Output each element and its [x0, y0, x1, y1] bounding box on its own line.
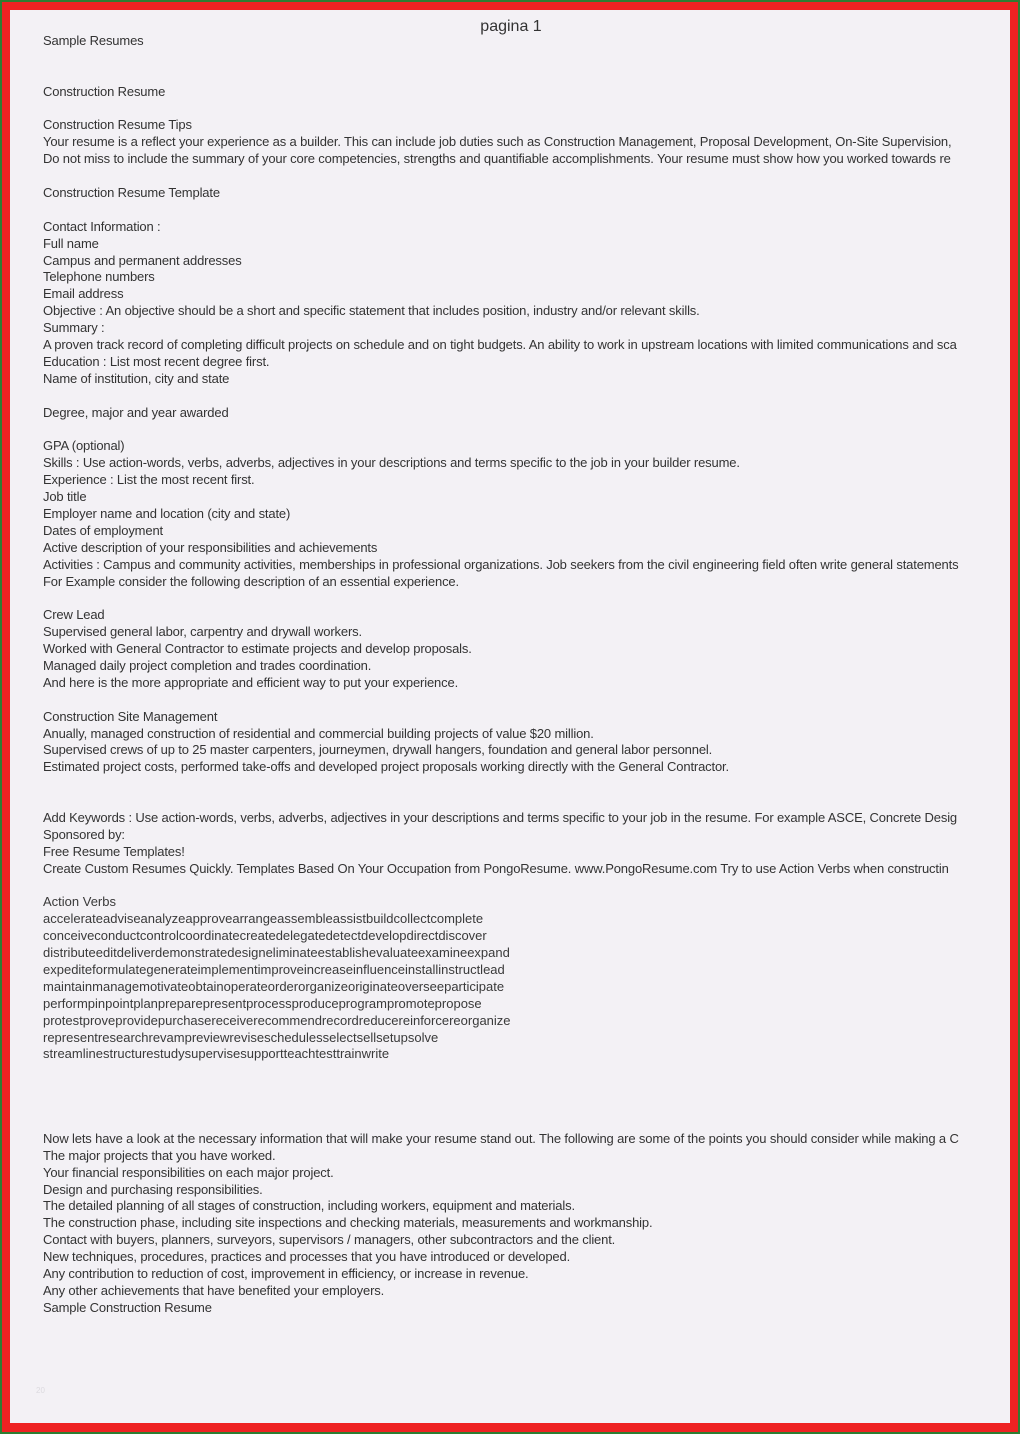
- action-verbs-line: protestproveprovidepurchasereceiverecommendrecordreducereinforcereorganize: [43, 1012, 511, 1028]
- site-management-line: Supervised crews of up to 25 master carpenters, journeymen, drywall hangers, foundation and general labor personnel.: [43, 742, 713, 758]
- template-line: GPA (optional): [43, 438, 125, 454]
- template-line: Dates of employment: [43, 522, 163, 538]
- template-line: Telephone numbers: [43, 269, 155, 285]
- template-line: Skills : Use action-words, verbs, adverbs, adjectives in your descriptions and terms specific to the job in your builder resume.: [43, 455, 740, 471]
- site-management-heading: Construction Site Management: [43, 708, 218, 724]
- stand-out-line: Any contribution to reduction of cost, improvement in efficiency, or increase in revenue.: [43, 1266, 529, 1282]
- crew-lead-line: Managed daily project completion and trades coordination.: [43, 657, 372, 673]
- site-management-line: Estimated project costs, performed take-offs and developed project proposals working directly with the General Contractor.: [43, 759, 729, 775]
- footer-page-mark: 20: [36, 1386, 45, 1395]
- tips-line: Do not miss to include the summary of your core competencies, strengths and quantifiable accomplishments. Your resume must show how you worked towards re: [43, 151, 951, 167]
- sample-resume-line: Sample Construction Resume: [43, 1299, 212, 1315]
- stand-out-line: The construction phase, including site inspections and checking materials, measurements and workmanship.: [43, 1215, 653, 1231]
- stand-out-line: Contact with buyers, planners, surveyors, supervisors / managers, other subcontractors and the client.: [43, 1232, 616, 1248]
- tips-heading: Construction Resume Tips: [43, 117, 192, 133]
- stand-out-line: The detailed planning of all stages of construction, including workers, equipment and materials.: [43, 1198, 575, 1214]
- stand-out-line: New techniques, procedures, practices and processes that you have introduced or developed.: [43, 1249, 571, 1265]
- stand-out-line: The major projects that you have worked.: [43, 1147, 276, 1163]
- template-line: Summary :: [43, 320, 105, 336]
- template-line: Experience : List the most recent first.: [43, 472, 255, 488]
- template-line: Name of institution, city and state: [43, 370, 230, 386]
- sponsored-label: Sponsored by:: [43, 826, 125, 842]
- section-title: Construction Resume: [43, 83, 166, 99]
- action-verbs-line: expediteformulategenerateimplementimproveincreaseinfluenceinstallinstructlead: [43, 961, 505, 977]
- template-line: Active description of your responsibilities and achievements: [43, 539, 378, 555]
- tips-line: Your resume is a reflect your experience as a builder. This can include job duties such as Construction Management, Proposal Development, On-Site Supervision,: [43, 134, 952, 150]
- action-verbs-block: [43, 894, 1010, 1063]
- template-line: Full name: [43, 235, 99, 251]
- stand-out-line: Now lets have a look at the necessary information that will make your resume stand out. The following are some of the points you should consider while making a C: [43, 1130, 959, 1146]
- action-verbs-line: distributeeditdeliverdemonstratedesigneliminateestablishevaluateexamineexpand: [43, 945, 510, 961]
- crew-lead-heading: Crew Lead: [43, 607, 105, 623]
- document-page: [10, 10, 1010, 1423]
- document-body: [43, 33, 1010, 1317]
- site-management-line: Anually, managed construction of residential and commercial building projects of value $20 million.: [43, 725, 594, 741]
- crew-lead-line: Worked with General Contractor to estimate projects and develop proposals.: [43, 641, 472, 657]
- crew-lead-line: Supervised general labor, carpentry and drywall workers.: [43, 624, 362, 640]
- template-line: Job title: [43, 489, 87, 505]
- stand-out-line: Design and purchasing responsibilities.: [43, 1181, 263, 1197]
- template-line: Email address: [43, 286, 124, 302]
- template-line: Employer name and location (city and state): [43, 505, 291, 521]
- template-heading: Construction Resume Template: [43, 185, 220, 201]
- action-verbs-line: accelerateadviseanalyzeapprovearrangeassembleassistbuildcollectcomplete: [43, 911, 484, 927]
- document-title: Sample Resumes: [43, 33, 144, 48]
- template-line: For Example consider the following description of an essential experience.: [43, 573, 459, 589]
- template-line: Education : List most recent degree first.: [43, 353, 270, 369]
- action-verbs-line: conceiveconductcontrolcoordinatecreatedelegatedetectdevelopdirectdiscover: [43, 928, 487, 944]
- degree-line: Degree, major and year awarded: [43, 404, 229, 420]
- template-line: Campus and permanent addresses: [43, 252, 242, 268]
- stand-out-line: Any other achievements that have benefited your employers.: [43, 1282, 385, 1298]
- keywords-line: Add Keywords : Use action-words, verbs, adverbs, adjectives in your descriptions and terms specific to your job in the resume. For example ASCE, Concrete Desig: [43, 809, 958, 825]
- action-verbs-line: maintainmanagemotivateobtainoperateorderorganizeoriginateoverseeparticipate: [43, 978, 505, 994]
- action-verbs-line: performpinpointplanpreparepresentprocessproduceprogrampromotepropose: [43, 995, 482, 1011]
- sponsor-title: Free Resume Templates!: [43, 843, 185, 859]
- sponsor-text: Create Custom Resumes Quickly. Templates Based On Your Occupation from PongoResume. www.PongoResume.com Try to use Action Verbs when constructin: [43, 860, 949, 876]
- action-verbs-line: streamlinestructurestudysupervisesupportteachtesttrainwrite: [43, 1046, 390, 1062]
- page-frame-border: [2, 2, 1018, 1432]
- action-verbs-heading: Action Verbs: [43, 894, 116, 910]
- template-line: Activities : Campus and community activities, memberships in professional organizations. Job seekers from the civil engineering field often write general statements: [43, 556, 959, 572]
- template-line: Contact Information :: [43, 218, 161, 234]
- page-number-label: pagina 1: [480, 18, 542, 35]
- stand-out-line: Your financial responsibilities on each major project.: [43, 1164, 334, 1180]
- template-line: A proven track record of completing difficult projects on schedule and on tight budgets. An ability to work in upstream locations with limited communications and sca: [43, 337, 957, 353]
- crew-lead-line: And here is the more appropriate and efficient way to put your experience.: [43, 674, 459, 690]
- action-verbs-line: representresearchrevampreviewreviseschedulesselectsellsetupsolve: [43, 1029, 439, 1045]
- template-line: Objective : An objective should be a short and specific statement that includes position, industry and/or relevant skills.: [43, 303, 700, 319]
